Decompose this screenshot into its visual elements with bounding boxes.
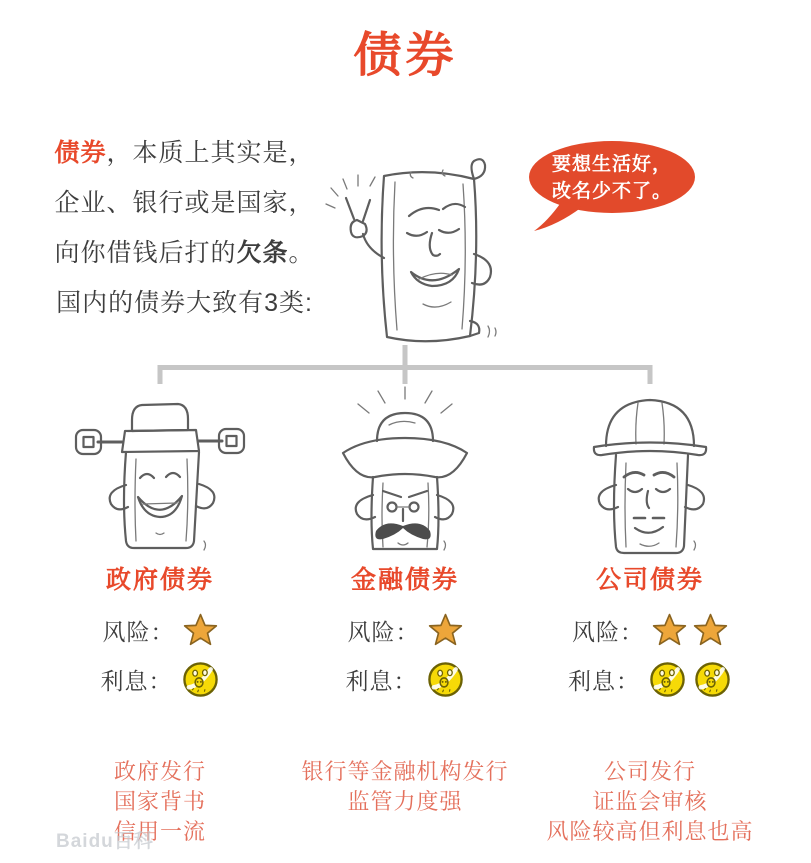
bond-scroll-character (323, 136, 525, 354)
description-government: 政府发行 国家背书 信用一流 (113, 759, 206, 844)
risk-stars (652, 613, 728, 647)
intro-line-1: 债券，本质上其实是， (54, 139, 315, 167)
tree-connector (0, 340, 811, 390)
column-financial-bond (275, 385, 535, 817)
interest-label: 利息： (345, 667, 418, 694)
interest-row-financial (275, 658, 535, 700)
risk-label: 风险： (102, 618, 175, 645)
interest-row-corporate (520, 658, 780, 700)
star-icon (428, 613, 463, 647)
official-hat-bond-character (30, 385, 290, 557)
coin-icon (181, 660, 220, 699)
column-title-government: 政府债券 (105, 566, 214, 594)
baidu-baike-watermark: Baidu百科 (56, 831, 154, 852)
risk-stars (183, 613, 218, 647)
description-financial: 银行等金融机构发行 监管力度强 (301, 759, 509, 814)
risk-row-financial (275, 612, 535, 648)
interest-coins (648, 660, 732, 699)
gold-ingot-bond-character (275, 385, 535, 557)
coin-icon (426, 660, 465, 699)
intro-text (32, 128, 337, 328)
risk-stars (428, 613, 463, 647)
interest-row-government (30, 658, 290, 700)
intro-line-2: 企业、银行或是国家， (54, 189, 315, 217)
risk-row-corporate (520, 612, 780, 648)
hard-hat-bond-character (520, 385, 780, 557)
star-icon (183, 613, 218, 647)
page-title: 债券 (353, 29, 458, 82)
interest-coins (181, 660, 220, 699)
interest-label: 利息： (100, 667, 173, 694)
column-government-bond (30, 385, 290, 847)
coin-icon (648, 660, 687, 699)
speech-bubble-text: 要想生活好， 改名少不了。 (551, 154, 672, 202)
intro-line-4: 国内的债券大致有3类: (56, 289, 313, 317)
column-corporate-bond (520, 385, 780, 847)
risk-row-government (30, 612, 290, 648)
star-icon (652, 613, 687, 647)
column-title-financial: 金融债券 (350, 566, 459, 594)
star-icon (693, 613, 728, 647)
description-corporate: 公司发行 证监会审核 风险较高但利息也高 (546, 759, 754, 844)
intro-line-3: 向你借钱后打的欠条。 (54, 239, 315, 267)
speech-bubble (526, 139, 698, 241)
interest-coins (426, 660, 465, 699)
interest-label: 利息： (568, 667, 640, 694)
coin-icon (693, 660, 732, 699)
column-title-corporate: 公司债券 (595, 566, 704, 594)
risk-label: 风险： (347, 618, 420, 645)
risk-label: 风险： (572, 618, 644, 645)
